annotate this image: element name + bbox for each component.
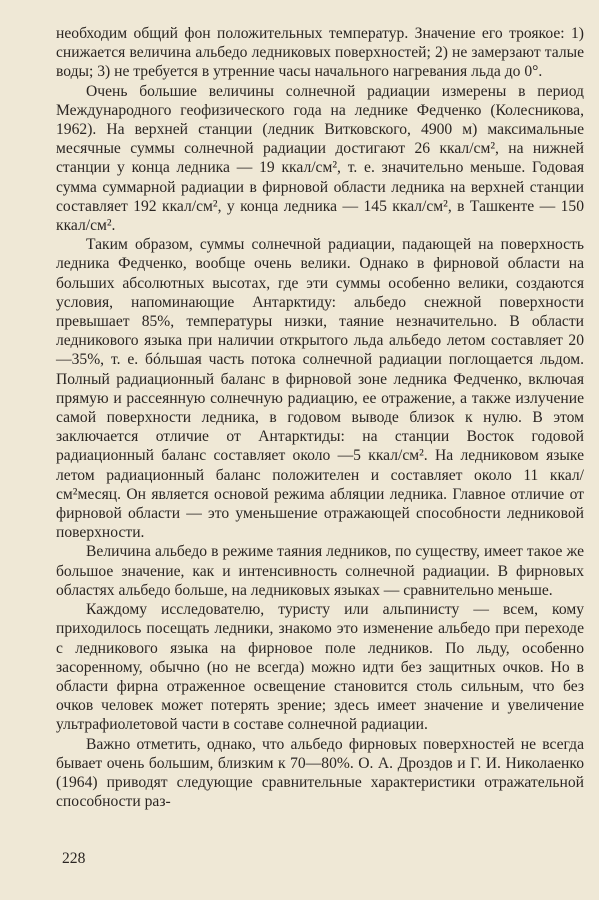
paragraph-3: Таким образом, суммы солнечной радиации, падающей на поверхность ледника Федченко, вообще очень велики. Однако в фирновой области на больших абсолютных высотах, где эти суммы особенно велики, создаются условия, напоминающие Антарктиду: альбедо снежной поверхности превышает 85%, температуры низки, таяние незначительно. В области ледникового языка при наличии открытого льда альбедо летом составляет 20—35%, т. е. бóльшая часть потока солнечной радиации поглощается льдом. Полный радиационный баланс в фирновой зоне ледника Федченко, включая прямую и рассеянную солнечную радиацию, ее отражение, а также излучение самой поверхности ледника, в годовом выводе близок к нулю. В этом заключается отличие от Антарктиды: на станции Восток годовой радиационный баланс составляет около —5 ккал/см². На ледниковом языке летом радиационный баланс положителен и составляет около 11 ккал/см²месяц. Он является основой режима абляции ледника. Главное отличие от фирновой области — это уменьшение отражающей способности ледниковой поверхности. bbox=[56, 236, 584, 542]
page-number: 228 bbox=[62, 850, 86, 867]
paragraph-5: Каждому исследователю, туристу или альпинисту — всем, кому приходилось посещать ледники, знакомо это изменение альбедо при переходе с ледникового языка на фирновое поле ледников. По льду, особенно засоренному, обычно (но не всегда) можно идти без защитных очков. Но в области фирна отраженное освещение становится столь сильным, что без очков человек может потерять зрение; здесь имеет значение и увеличение ультрафиолетовой части в составе солнечной радиации. bbox=[56, 601, 584, 734]
paragraph-2: Очень большие величины солнечной радиации измерены в период Международного геофизического года на леднике Федченко (Колесникова, 1962). На верхней станции (ледник Витковского, 4900 м) максимальные месячные суммы солнечной радиации достигают 26 ккал/см², на нижней станции у конца ледника — 19 ккал/см², т. е. значительно меньше. Годовая сумма суммарной радиации в фирновой области ледника на верхней станции составляет 192 ккал/см², у конца ледника — 145 ккал/см², в Ташкенте — 150 ккал/см². bbox=[56, 82, 584, 235]
page-body bbox=[56, 24, 584, 811]
paragraph-6: Важно отметить, однако, что альбедо фирновых поверхностей не всегда бывает очень большим, близким к 70—80%. О. А. Дроздов и Г. И. Николаенко (1964) приводят следующие сравнительные характеристики отражательной способности раз- bbox=[56, 735, 584, 811]
paragraph-4: Величина альбедо в режиме таяния ледников, по существу, имеет такое же большое значение, как и интенсивность солнечной радиации. В фирновых областях альбедо больше, на ледниковых языках — сравнительно меньше. bbox=[56, 543, 584, 599]
paragraph-1: необходим общий фон положительных температур. Значение его троякое: 1) снижается величина альбедо ледниковых поверхностей; 2) не замерзают талые воды; 3) не требуется в утренние часы начального нагревания льда до 0°. bbox=[56, 25, 584, 81]
